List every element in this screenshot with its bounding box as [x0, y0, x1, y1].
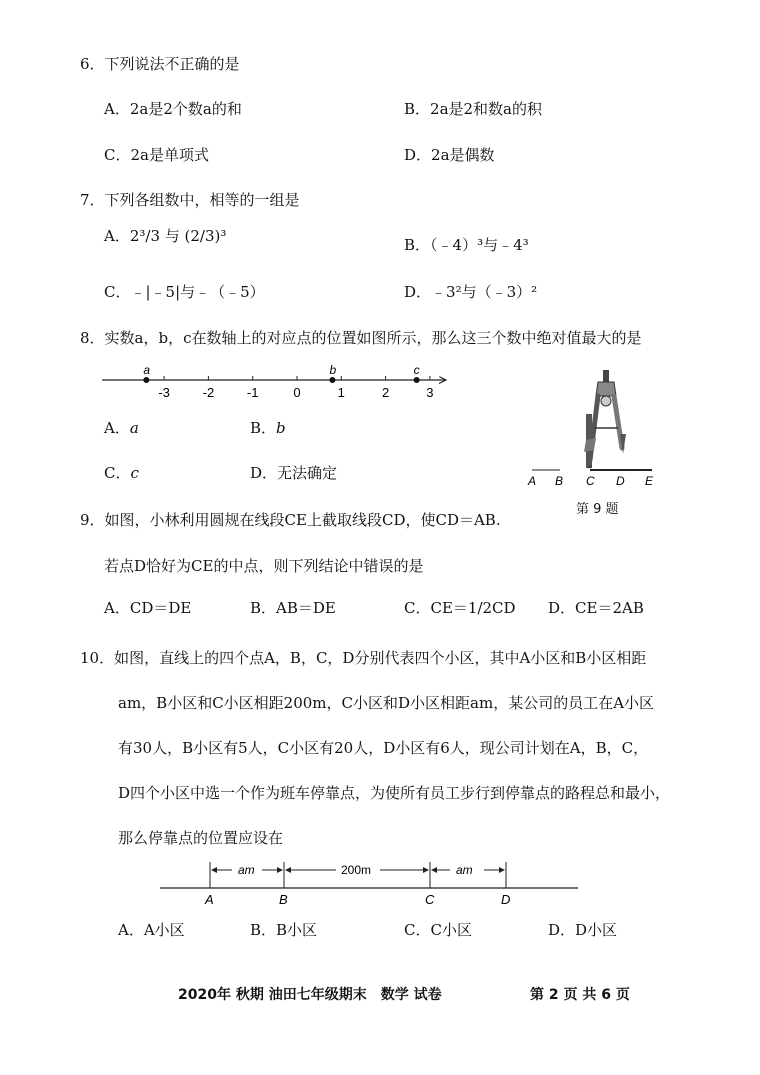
q6-option-b: B．2a是2和数a的积 [404, 100, 543, 118]
q10-stem-line4: D四个小区中选一个作为班车停靠点，为使所有员工步行到停靠点的路程总和最小， [118, 784, 671, 802]
point-b-label: B [279, 892, 288, 907]
q8-option-a-text: a [129, 419, 139, 437]
q10-stem-line3: 有30人，B小区有5人，C小区有20人，D小区有6人，现公司计划在A，B，C， [118, 739, 649, 757]
label-a: A [528, 474, 537, 488]
number-line-point-label: b [329, 363, 337, 377]
q8-option-b: B．b [250, 419, 286, 437]
q8-stem: 8．实数a，b，c在数轴上的对应点的位置如图所示，那么这三个数中绝对值最大的是 [80, 329, 642, 347]
q6-option-c-text: 2a是单项式 [130, 146, 209, 164]
q8-option-a: A．a [104, 419, 139, 437]
number-line-figure [100, 362, 460, 402]
q6-option-a: A．2a是2个数a的和 [104, 100, 242, 118]
number-line-tick-label: 3 [426, 385, 434, 400]
q6-stem: 6．下列说法不正确的是 [80, 55, 240, 73]
point-c-label: C [425, 892, 435, 907]
q9-option-c-text: CE＝1/2CD [430, 599, 516, 617]
q8-option-c-text: c [130, 464, 139, 482]
q10-stem-line1: 10．如图，直线上的四个点A，B，C，D分别代表四个小区，其中A小区和B小区相距 [80, 649, 647, 667]
q10-option-b: B．B小区 [250, 921, 318, 939]
number-line-tick-label: -3 [158, 385, 170, 400]
label-b: B [555, 474, 564, 488]
q9-option-d-text: CE＝2AB [575, 599, 644, 617]
number-line-point-label: a [143, 363, 151, 377]
label-e: E [645, 474, 654, 488]
number-line-point-label: c [413, 363, 420, 377]
q9-option-d: D．CE＝2AB [548, 599, 644, 617]
gap-ab-label: am [238, 863, 255, 877]
q9-stem-line1: 9．如图，小林利用圆规在线段CE上截取线段CD，使CD＝AB. [80, 511, 501, 529]
number-line-point-b [329, 377, 335, 383]
q7-option-c: C．﹣|﹣5|与﹣（﹣5） [104, 283, 265, 301]
q9-option-b-text: AB＝DE [276, 599, 336, 617]
q6-option-b-text: 2a是2和数a的积 [430, 100, 543, 118]
q8-option-c: C．c [104, 464, 139, 482]
q8-option-b-text: b [276, 419, 286, 437]
point-d-label: D [501, 892, 511, 907]
q10-option-d-text: D小区 [575, 921, 618, 939]
q10-option-c-text: C小区 [430, 921, 472, 939]
q6-option-d-text: 2a是偶数 [431, 146, 495, 164]
q6-option-c: C．2a是单项式 [104, 146, 209, 164]
q10-option-d: D．D小区 [548, 921, 618, 939]
number-line-point-c [414, 377, 420, 383]
footer-exam-title: 2020年 秋期 油田七年级期末 数学 试卷 [178, 987, 442, 1003]
q10-stem-line2: am，B小区和C小区相距200m，C小区和D小区相距am，某公司的员工在A小区 [118, 694, 655, 712]
q9-option-a: A．CD＝DE [104, 599, 192, 617]
q10-option-c: C．C小区 [404, 921, 472, 939]
q7-option-b: B．（﹣4）³与﹣4³ [404, 236, 529, 254]
q10-option-a: A．A小区 [118, 921, 185, 939]
q6-option-d: D．2a是偶数 [404, 146, 495, 164]
q7-option-a-text: 2³/3 与 (2/3)³ [129, 227, 227, 245]
number-line-tick-label: -2 [202, 385, 215, 400]
q8-option-d: D．无法确定 [250, 464, 338, 482]
q9-option-c: C．CE＝1/2CD [404, 599, 516, 617]
gap-cd-label: am [456, 863, 473, 877]
footer-page-number: 第 2 页 共 6 页 [530, 987, 630, 1003]
q10-option-a-text: A小区 [143, 921, 185, 939]
q9-option-b: B．AB＝DE [250, 599, 336, 617]
number-line-tick-label: 0 [293, 385, 301, 400]
q7-option-b-text: （﹣4）³与﹣4³ [430, 236, 529, 254]
gap-bc-label: 200m [341, 863, 372, 877]
label-c: C [586, 474, 595, 488]
q8-option-d-text: 无法确定 [277, 464, 338, 482]
q7-stem: 7．下列各组数中，相等的一组是 [80, 191, 300, 209]
compass-figure [524, 368, 664, 498]
number-line-tick-label: -1 [246, 385, 259, 400]
q9-option-a-text: CD＝DE [129, 599, 192, 617]
point-a-label: A [205, 892, 214, 907]
label-d: D [616, 474, 625, 488]
figure-9-caption: 第 9 题 [576, 502, 619, 517]
number-line-tick-label: 2 [381, 385, 390, 400]
q10-option-b-text: B小区 [276, 921, 318, 939]
q7-option-a: A．2³/3 与 (2/3)³ [104, 227, 227, 245]
q10-stem-line5: 那么停靠点的位置应设在 [118, 829, 284, 847]
compass-drawing [584, 370, 626, 468]
q7-option-d-text: ﹣3²与（﹣3）² [431, 283, 538, 301]
number-line-point-a [143, 377, 149, 383]
q6-option-a-text: 2a是2个数a的和 [129, 100, 242, 118]
q7-option-d: D．﹣3²与（﹣3）² [404, 283, 538, 301]
q10-distance-figure [160, 858, 600, 908]
q9-stem-line2: 若点D恰好为CE的中点，则下列结论中错误的是 [104, 557, 424, 575]
q7-option-c-text: ﹣|﹣5|与﹣（﹣5） [130, 283, 265, 301]
number-line-tick-label: 1 [337, 385, 345, 400]
